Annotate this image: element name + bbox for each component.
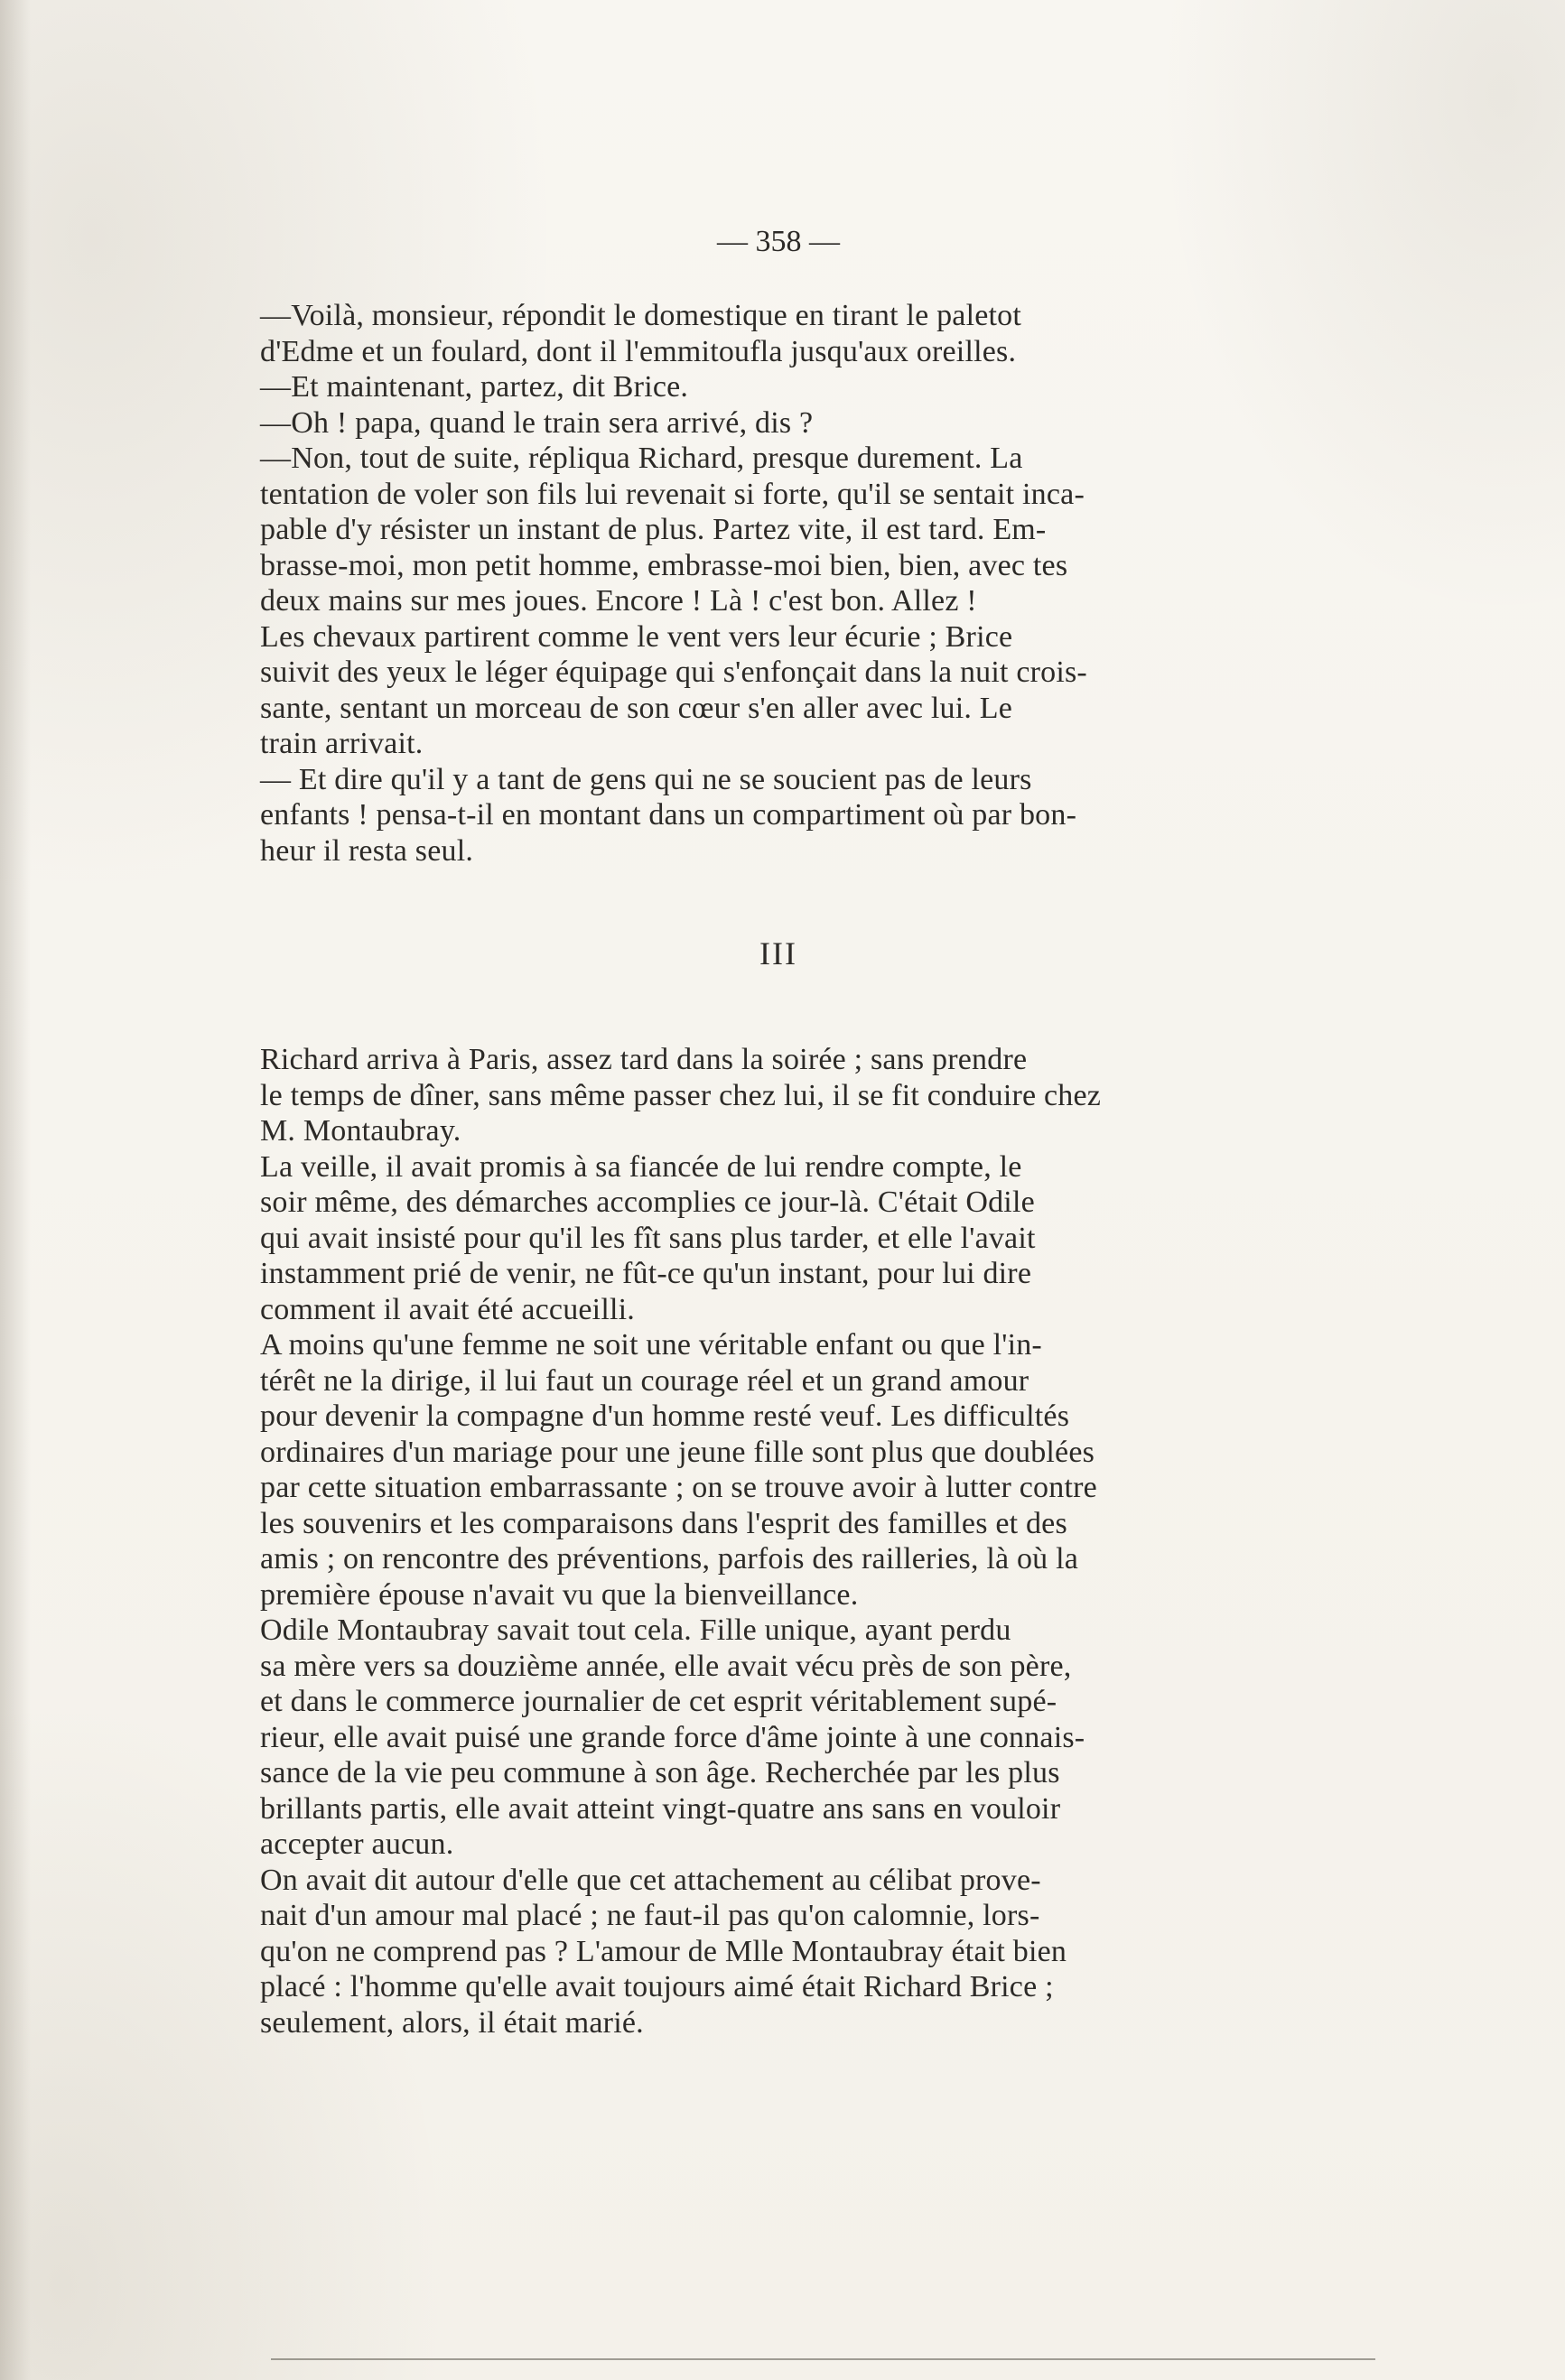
text-line: Les chevaux partirent comme le vent vers leur écurie ; Brice	[260, 619, 1013, 654]
text-line: rieur, elle avait puisé une grande force d'âme jointe à une connais-	[260, 1720, 1085, 1754]
page-edge-shadow	[0, 0, 31, 2380]
paragraph-veille	[260, 1149, 1297, 1328]
paragraph-odile	[260, 1613, 1297, 1863]
text-line: La veille, il avait promis à sa fiancée de lui rendre compte, le	[260, 1149, 1022, 1184]
text-line: train arrivait.	[260, 727, 424, 760]
text-line: sance de la vie peu commune à son âge. Recherchée par les plus	[260, 1756, 1060, 1790]
text-line: sante, sentant un morceau de son cœur s'en aller avec lui. Le	[260, 691, 1013, 725]
text-line: heur il resta seul.	[260, 833, 474, 868]
paragraph-femme	[260, 1327, 1297, 1613]
text-line: térêt ne la dirige, il lui faut un courage réel et un grand amour	[260, 1363, 1029, 1398]
text-line: enfants ! pensa-t-il en montant dans un compartiment où par bon-	[260, 798, 1077, 832]
text-line: qu'on ne comprend pas ? L'amour de Mlle Montaubray était bien	[260, 1934, 1067, 1968]
text-line: brasse-moi, mon petit homme, embrasse-moi bien, bien, avec tes	[260, 548, 1068, 582]
text-line: le temps de dîner, sans même passer chez lui, il se fit conduire chez	[260, 1078, 1102, 1112]
paragraph-richard-arriva	[260, 1042, 1297, 1149]
paragraph-non	[260, 441, 1297, 619]
paragraph-papa	[260, 405, 1297, 442]
paragraph-dire	[260, 762, 1297, 869]
paragraph-voila	[260, 298, 1297, 369]
text-line: et dans le commerce journalier de cet esprit véritablement supé-	[260, 1685, 1057, 1718]
text-line: par cette situation embarrassante ; on se trouve avoir à lutter contre	[260, 1471, 1097, 1504]
paragraph-partez	[260, 369, 1297, 405]
text-block-after-section	[260, 1042, 1297, 2041]
text-line: pour devenir la compagne d'un homme resté veuf. Les difficultés	[260, 1399, 1070, 1433]
bottom-rule	[271, 2358, 1375, 2360]
paragraph-celibat	[260, 1863, 1297, 2041]
text-line: —Et maintenant, partez, dit Brice.	[260, 370, 689, 404]
text-line: instamment prié de venir, ne fût-ce qu'un instant, pour lui dire	[260, 1257, 1032, 1290]
text-line: deux mains sur mes joues. Encore ! Là ! c'est bon. Allez !	[260, 584, 977, 618]
text-line: les souvenirs et les comparaisons dans l'esprit des familles et des	[260, 1506, 1067, 1540]
text-line: placé : l'homme qu'elle avait toujours aimé était Richard Brice ;	[260, 1970, 1054, 2003]
text-line: M. Montaubray.	[260, 1114, 461, 1148]
text-line: pable d'y résister un instant de plus. Partez vite, il est tard. Em-	[260, 513, 1047, 546]
text-line: —Non, tout de suite, répliqua Richard, presque durement. La	[260, 442, 1023, 475]
text-line: Richard arriva à Paris, assez tard dans la soirée ; sans prendre	[260, 1043, 1028, 1076]
text-block-before-section	[260, 298, 1297, 869]
text-line: —Voilà, monsieur, répondit le domestique en tirant le paletot	[260, 299, 1022, 332]
text-line: qui avait insisté pour qu'il les fît sans plus tarder, et elle l'avait	[260, 1221, 1036, 1255]
page-content	[260, 224, 1297, 2041]
text-line: accepter aucun.	[260, 1827, 454, 1861]
text-line: A moins qu'une femme ne soit une véritable enfant ou que l'in-	[260, 1328, 1042, 1362]
text-line: —Oh ! papa, quand le train sera arrivé, dis ?	[260, 405, 814, 440]
text-line: nait d'un amour mal placé ; ne faut-il pas qu'on calomnie, lors-	[260, 1899, 1040, 1932]
text-line: brillants partis, elle avait atteint vingt-quatre ans sans en vouloir	[260, 1791, 1061, 1826]
text-line: sa mère vers sa douzième année, elle avait vécu près de son père,	[260, 1649, 1072, 1683]
text-line: ordinaires d'un mariage pour une jeune fille sont plus que doublées	[260, 1435, 1095, 1469]
text-line: seulement, alors, il était marié.	[260, 2005, 644, 2040]
text-line: soir même, des démarches accomplies ce jour-là. C'était Odile	[260, 1185, 1035, 1219]
text-line: amis ; on rencontre des préventions, parfois des railleries, là où la	[260, 1542, 1079, 1576]
text-line: — Et dire qu'il y a tant de gens qui ne se soucient pas de leurs	[260, 762, 1032, 796]
text-line: Odile Montaubray savait tout cela. Fille unique, ayant perdu	[260, 1613, 1011, 1647]
page-number: — 358 —	[717, 225, 840, 258]
text-line: comment il avait été accueilli.	[260, 1292, 635, 1326]
text-line: d'Edme et un foulard, dont il l'emmitoufla jusqu'aux oreilles.	[260, 334, 1017, 368]
text-line: tentation de voler son fils lui revenait si forte, qu'il se sentait inca-	[260, 477, 1085, 511]
text-line: On avait dit autour d'elle que cet attachement au célibat prove-	[260, 1863, 1041, 1897]
text-line: suivit des yeux le léger équipage qui s'enfonçait dans la nuit crois-	[260, 655, 1087, 689]
section-heading: III	[759, 935, 797, 972]
paragraph-chevaux	[260, 619, 1297, 762]
text-line: première épouse n'avait vu que la bienveillance.	[260, 1577, 859, 1612]
